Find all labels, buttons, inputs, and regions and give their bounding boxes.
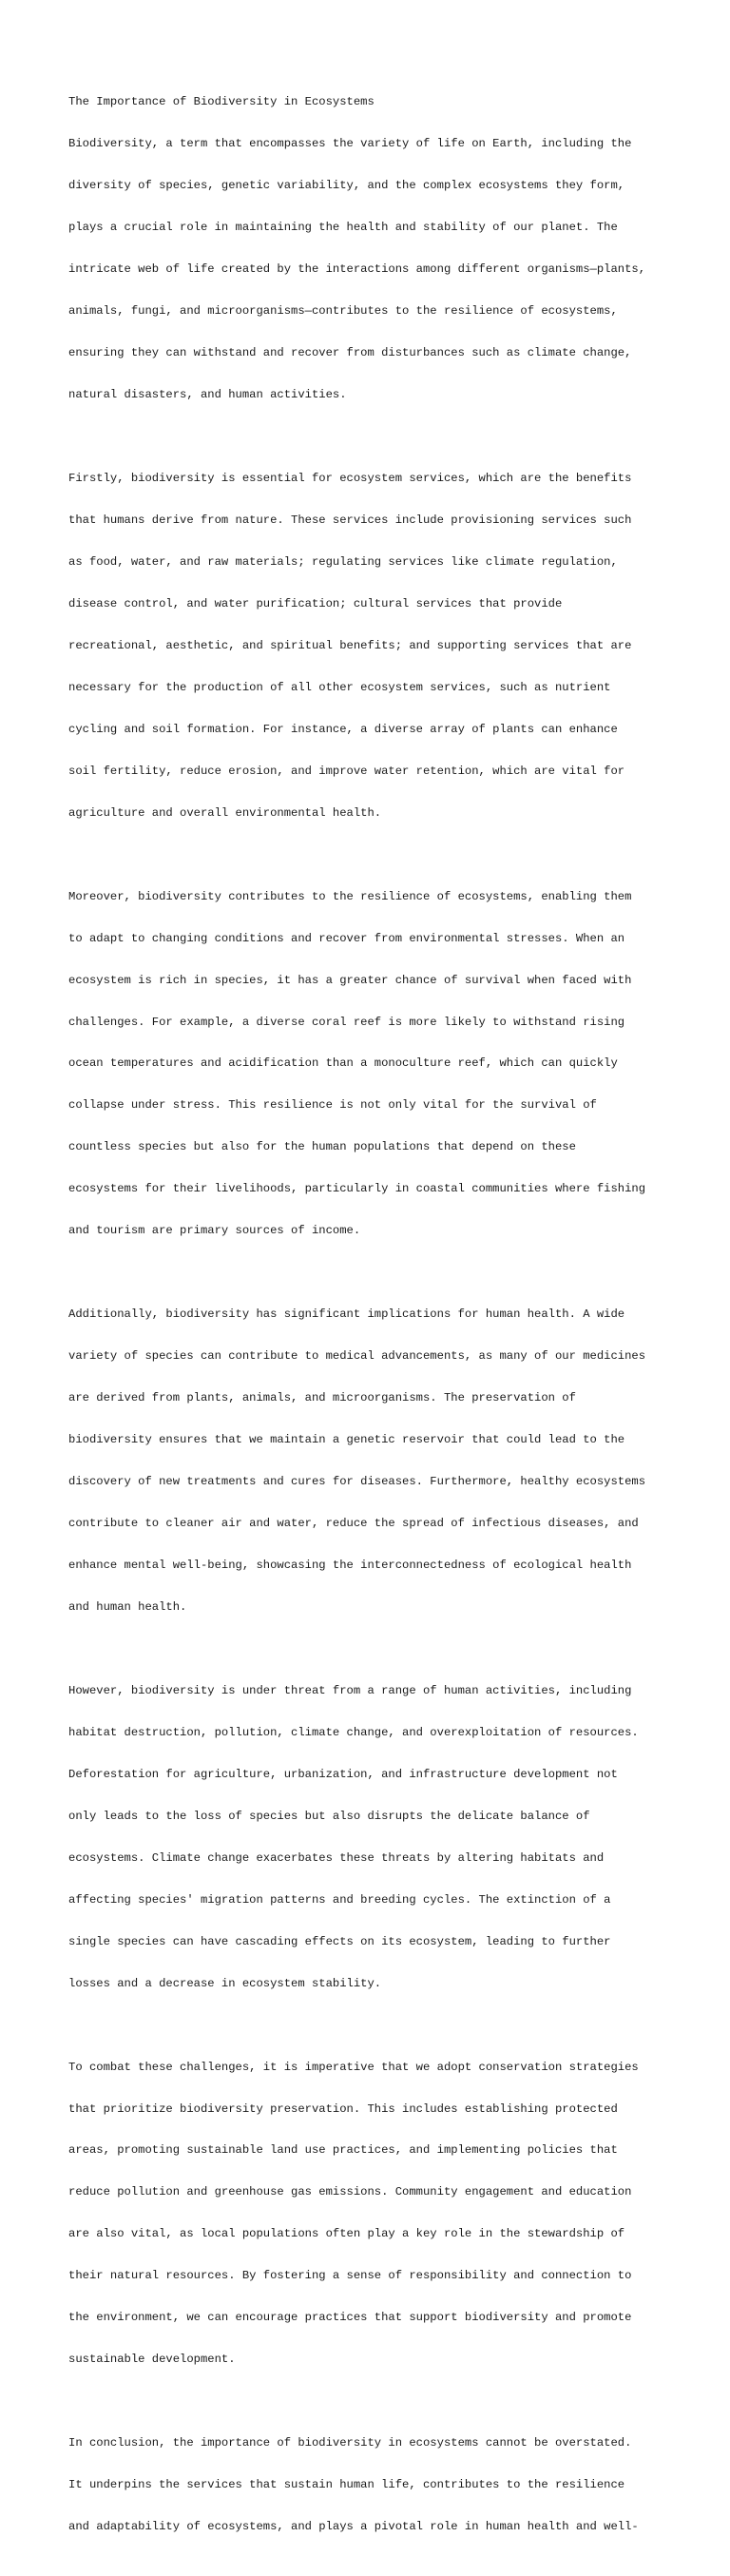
text-line: Moreover, biodiversity contributes to the resilience of ecosystems, enabling them	[68, 889, 632, 903]
text-line: necessary for the production of all other ecosystem services, such as nutrient	[68, 680, 611, 694]
paragraph-ecosystem-services	[68, 444, 677, 848]
text-line: disease control, and water purification; cultural services that provide	[68, 596, 563, 610]
text-line: are also vital, as local populations often play a key role in the stewardship of	[68, 2227, 625, 2241]
text-line: habitat destruction, pollution, climate change, and overexploitation of resources.	[68, 1725, 639, 1739]
text-line: ocean temperatures and acidification than a monoculture reef, which can quickly	[68, 1056, 618, 1071]
text-line: In conclusion, the importance of biodiversity in ecosystems cannot be overstated.	[68, 2436, 632, 2450]
text-line: that humans derive from nature. These services include provisioning services such	[68, 513, 632, 527]
text-line: Deforestation for agriculture, urbanization, and infrastructure development not	[68, 1767, 618, 1781]
text-line: recreational, aesthetic, and spiritual benefits; and supporting services that are	[68, 638, 632, 652]
text-line: and human health.	[68, 1600, 187, 1614]
text-line: soil fertility, reduce erosion, and improve water retention, which are vital for	[68, 764, 625, 778]
text-line: However, biodiversity is under threat from a range of human activities, including	[68, 1683, 632, 1697]
text-line: plays a crucial role in maintaining the health and stability of our planet. The	[68, 221, 618, 235]
text-line: losses and a decrease in ecosystem stability.	[68, 1976, 382, 1990]
text-line: and adaptability of ecosystems, and plays a pivotal role in human health and well-	[68, 2520, 639, 2534]
text-line: ecosystem is rich in species, it has a greater chance of survival when faced with	[68, 973, 632, 987]
text-line: collapse under stress. This resilience is not only vital for the survival of	[68, 1098, 597, 1113]
text-line: biodiversity ensures that we maintain a genetic reservoir that could lead to the	[68, 1433, 625, 1447]
text-line: are derived from plants, animals, and microorganisms. The preservation of	[68, 1391, 576, 1405]
text-line: countless species but also for the human populations that depend on these	[68, 1140, 576, 1154]
text-line: to adapt to changing conditions and recover from environmental stresses. When an	[68, 931, 625, 945]
text-line: reduce pollution and greenhouse gas emissions. Community engagement and education	[68, 2185, 632, 2199]
text-line: Additionally, biodiversity has significant implications for human health. A wide	[68, 1307, 625, 1322]
text-line: sustainable development.	[68, 2353, 236, 2367]
text-line: areas, promoting sustainable land use practices, and implementing policies that	[68, 2143, 618, 2158]
text-line: ecosystems. Climate change exacerbates these threats by altering habitats and	[68, 1850, 605, 1865]
text-line: affecting species' migration patterns and breeding cycles. The extinction of a	[68, 1892, 611, 1907]
text-line: the environment, we can encourage practices that support biodiversity and promote	[68, 2311, 632, 2325]
text-line: Biodiversity, a term that encompasses the variety of life on Earth, including the	[68, 137, 632, 151]
text-line: enhance mental well-being, showcasing the interconnectedness of ecological health	[68, 1559, 632, 1573]
text-line: only leads to the loss of species but also disrupts the delicate balance of	[68, 1809, 590, 1823]
text-line: variety of species can contribute to medical advancements, as many of our medicines	[68, 1349, 646, 1364]
paragraph-resilience	[68, 862, 677, 1266]
text-line: ensuring they can withstand and recover from disturbances such as climate change,	[68, 346, 632, 360]
text-line: animals, fungi, and microorganisms—contributes to the resilience of ecosystems,	[68, 304, 618, 319]
text-line: as food, water, and raw materials; regulating services like climate regulation,	[68, 554, 618, 569]
text-line: and tourism are primary sources of income.	[68, 1224, 361, 1238]
text-line: their natural resources. By fostering a sense of responsibility and connection to	[68, 2269, 632, 2283]
text-line: single species can have cascading effects on its ecosystem, leading to further	[68, 1934, 611, 1948]
text-line: discovery of new treatments and cures for diseases. Furthermore, healthy ecosystems	[68, 1475, 646, 1489]
paragraph-threats	[68, 1656, 677, 2019]
text-line: agriculture and overall environmental health.	[68, 805, 382, 820]
document-page	[68, 68, 677, 2576]
text-line: that prioritize biodiversity preservation. This includes establishing protected	[68, 2101, 618, 2116]
text-line: It underpins the services that sustain human life, contributes to the resilience	[68, 2478, 625, 2492]
paragraph-conclusion	[68, 2409, 677, 2562]
paragraph-conservation	[68, 2032, 677, 2394]
text-line: ecosystems for their livelihoods, particularly in coastal communities where fishing	[68, 1182, 646, 1196]
text-line: To combat these challenges, it is imperative that we adopt conservation strategies	[68, 2060, 639, 2074]
text-line: diversity of species, genetic variability, and the complex ecosystems they form,	[68, 179, 625, 193]
text-line: contribute to cleaner air and water, reduce the spread of infectious diseases, and	[68, 1517, 639, 1531]
document-title: The Importance of Biodiversity in Ecosystems	[68, 95, 375, 109]
text-line: challenges. For example, a diverse coral reef is more likely to withstand rising	[68, 1015, 625, 1029]
text-line: Firstly, biodiversity is essential for ecosystem services, which are the benefits	[68, 471, 632, 485]
text-line: intricate web of life created by the interactions among different organisms—plants,	[68, 262, 646, 277]
text-line: natural disasters, and human activities.	[68, 388, 347, 402]
text-line: cycling and soil formation. For instance, a diverse array of plants can enhance	[68, 722, 618, 736]
paragraph-human-health	[68, 1280, 677, 1642]
paragraph-intro	[68, 68, 677, 430]
